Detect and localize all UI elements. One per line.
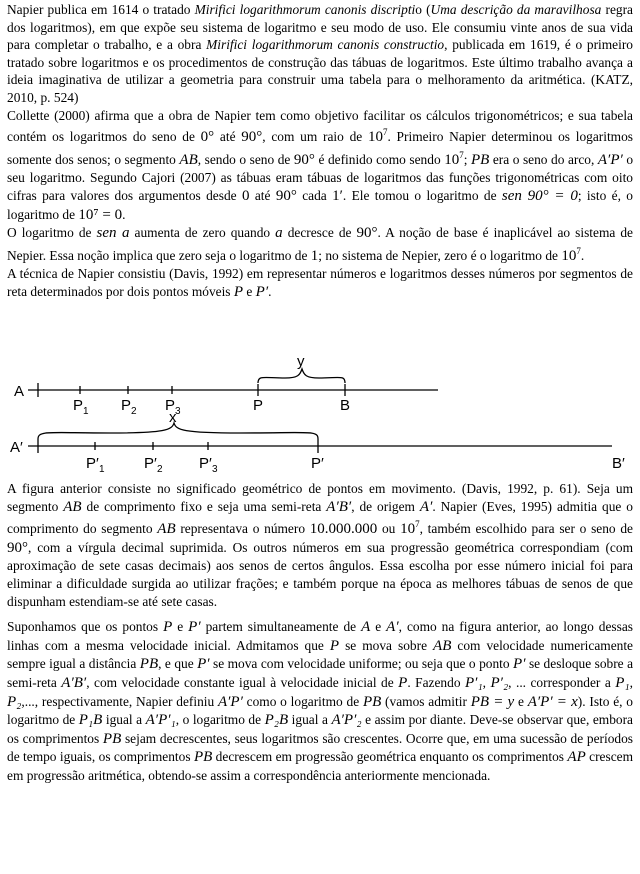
text: , publicada em 1619, é o primeiro tratado sobre logaritmos e os procedimentos de construção das tábuas de logaritmos. Este último trabalho avança a ideia imaginativa de utilizar a geometria para construir uma tabela para o melhoramento da aritmética. (KATZ, 2010, p. 524): [7, 37, 633, 105]
math: A: [361, 619, 371, 636]
text: é definido como sendo: [314, 151, 445, 167]
text: , com um raio de: [262, 129, 368, 145]
text: . A noção de base é inaplicável ao sistema de Nepier. Essa noção implica que zero seja o logaritmo de: [7, 225, 633, 263]
text: . Napier (Eves, 1995) admitia que o comprimento do segmento: [7, 498, 633, 537]
text: aumenta de zero quando: [129, 225, 276, 241]
text: de comprimento fixo e seja uma semi-reta: [81, 498, 327, 514]
math: P: [398, 674, 408, 691]
text: decrescem em progressão geométrica enquanto os comprimentos: [212, 749, 568, 765]
text: decresce de: [282, 225, 357, 241]
text: e assim por diante. Deve-se observar que, embora os comprimentos: [7, 712, 633, 746]
book-title-2: Mirifici logarithmorum canonis constructio: [206, 37, 445, 53]
label-p2: P: [121, 397, 132, 414]
text: representava o número: [175, 521, 310, 537]
text: , de origem: [351, 498, 420, 514]
math: A′B′: [61, 674, 87, 691]
text: , com velocidade constante igual à velocidade inicial de: [86, 674, 399, 690]
paragraph-base: [7, 224, 633, 265]
math: A′P′: [217, 693, 243, 710]
label-b: B: [340, 397, 351, 414]
text: , ... corresponder a: [508, 674, 616, 690]
math: A′P′ = x: [527, 693, 578, 710]
label-pp: P′: [311, 455, 324, 472]
label-p: P: [253, 397, 264, 414]
math: 0: [241, 187, 250, 204]
math: AB: [157, 521, 176, 538]
text: ). Isto é, o logaritmo de: [7, 693, 633, 728]
brace-y: [258, 369, 345, 383]
math-exponent: 7: [382, 127, 388, 138]
label-p1: P: [73, 397, 84, 414]
label-p3p-subscript: 3: [212, 464, 218, 475]
brace-x: [38, 423, 318, 439]
math: 10: [367, 129, 383, 146]
math: P′: [513, 656, 526, 673]
paragraph-davis: [7, 480, 633, 610]
text: sejam decrescentes, seus logaritmos são crescentes. Ocorre que, em uma sucessão de períodos de tempo iguais, os comprimentos: [7, 730, 633, 765]
text: ;: [463, 151, 471, 167]
label-p3-subscript: 3: [175, 406, 181, 417]
math: A′P′: [597, 151, 623, 168]
label-p2-subscript: 2: [131, 406, 137, 417]
book-title-translation: Uma descrição da maravilhosa: [430, 2, 602, 17]
math: 90°: [293, 151, 315, 168]
text: partem simultaneamente de: [200, 619, 362, 635]
label-x: x: [169, 409, 177, 426]
math: AB: [433, 637, 452, 654]
text: ou: [377, 521, 401, 537]
text: e: [514, 693, 528, 709]
math-exponent: 7: [459, 149, 464, 160]
text: , o logaritmo de: [175, 712, 265, 728]
math: P′: [188, 619, 201, 636]
math: PB: [102, 730, 122, 747]
math: 10.000.000: [309, 521, 378, 538]
math: P: [329, 637, 340, 654]
paragraph-collette: [7, 107, 633, 225]
math: A′: [386, 619, 399, 636]
text: . Ele tomou o logaritmo de: [342, 187, 502, 203]
book-title: Mirifici logarithmorum canonis discripti: [194, 2, 416, 17]
text: , sendo o seno de: [197, 151, 294, 167]
math: P₂B: [264, 712, 289, 729]
text: .: [580, 247, 585, 263]
math: PB: [139, 656, 159, 673]
math: A′P′₂: [331, 712, 362, 729]
math: A′B′: [326, 498, 352, 515]
text: ; isto é, o logaritmo de: [7, 187, 633, 222]
text: , e que: [158, 656, 198, 672]
math: P₁B: [78, 712, 103, 729]
math: 10: [561, 247, 577, 264]
text: , como na figura anterior, ao longo dessas linhas com a mesma velocidade inicial. Admitamos que: [7, 619, 633, 653]
math: 90°: [241, 129, 263, 146]
math: 90°: [7, 539, 28, 556]
math-exponent: 7: [415, 519, 420, 530]
text: .: [268, 283, 272, 299]
math: P′: [197, 656, 210, 673]
math: A′P′₁: [145, 712, 176, 729]
math: PB: [470, 151, 490, 168]
text: e: [243, 283, 256, 299]
math: 90°: [275, 187, 297, 204]
text: igual a: [288, 712, 332, 728]
paragraph-tecnica: [7, 265, 633, 301]
text: e: [172, 619, 189, 635]
math: sen a: [96, 225, 130, 242]
math: 0°: [200, 129, 215, 146]
text: com velocidade numericamente sempre igual a distância: [7, 637, 633, 672]
label-p3p: P′: [199, 455, 212, 472]
math: P: [163, 619, 173, 636]
math: AB: [179, 151, 198, 168]
text: . Fazendo: [407, 674, 465, 690]
paragraph-suponhamos: Suponhamos que os pontos P e P′ partem simultaneamente de A e A′, como na figura anterior, ao longo dessas linhas com a mesma velocidade inicial. Admitamos que P se mova sobre AB com velocidade numericamente sempre igual a distância PB, e que P′ se mova com velocidade uniforme; ou seja que o ponto P′ se desloque sobre a semi-reta A′B′, com velocidade constante igual à velocidade inicial de P. Fazendo P′₁, P′₂, ... corresponder a P₁, P₂,..., respectivamente, Napier definiu A′P′ como o logaritmo de PB (vamos admitir PB = y e A′P′ = x). Isto é, o logaritmo de P₁B igual a A′P′₁, o logaritmo de P₂B igual a A′P′₂ e assim por diante. Deve-se observar que, embora os comprimentos PB sejam decrescentes, seus logaritmos são crescentes. Ocorre que, em uma sucessão de períodos de tempo iguais, os comprimentos PB decrescem em progressão geométrica enquanto os comprimentos AP crescem em progressão aritmética, obtendo-se assim a correspondência anteriormente mencionada.: [7, 619, 634, 783]
text: cada: [296, 187, 333, 203]
text: Napier publica em 1614 o tratado: [7, 2, 195, 17]
label-p2p-subscript: 2: [157, 464, 163, 475]
text: . Primeiro Napier determinou os logaritmos somente dos senos; o segmento: [7, 129, 634, 167]
moving-points-figure: [0, 350, 640, 480]
label-p3: P: [165, 397, 176, 414]
label-ap: A′: [10, 439, 23, 456]
text: e: [370, 619, 387, 635]
text-block-top: [7, 1, 633, 302]
text: (vamos admitir: [381, 693, 471, 709]
text: A técnica de Napier consistiu (Davis, 1992) em representar números e logaritmos desses números por segmentos de reta determinados por dois pontos móveis: [7, 266, 633, 299]
math: P₁: [615, 674, 630, 691]
math: PB: [193, 749, 213, 766]
text-block-bottom: [7, 480, 633, 785]
math: 1: [310, 247, 319, 264]
text: se mova com velocidade uniforme; ou seja que o ponto: [209, 656, 514, 672]
text: era o seno do arco,: [489, 151, 598, 167]
label-p1p: P′: [86, 455, 99, 472]
math: 1′: [332, 187, 343, 204]
math: 10: [444, 151, 460, 168]
math: P₂: [7, 693, 22, 710]
label-p1-subscript: 1: [83, 406, 89, 417]
label-bp: B′: [612, 455, 625, 472]
text: igual a: [102, 712, 146, 728]
math: PB = y: [470, 693, 515, 710]
text: , também escolhido para ser o seno de: [419, 521, 633, 537]
text: Collette (2000) afirma que a obra de Napier tem como objetivo facilitar os cálculos trigonométricos; e sua tabela contém os logaritmos do seno de: [7, 107, 633, 145]
math-exponent: 7: [576, 245, 581, 256]
math: AP: [567, 749, 586, 766]
text: se mova sobre: [339, 637, 434, 653]
text: o (: [415, 2, 431, 17]
math: 10: [400, 521, 416, 538]
text: ; no sistema de Nepier, zero é o logaritmo de: [318, 247, 562, 263]
math: 90°: [356, 225, 378, 242]
text: como o logaritmo de: [242, 693, 363, 709]
label-y: y: [297, 353, 305, 370]
text: regra dos logaritmos), em que expõe seu sistema de logaritmo e seu modo de uso. Ele consumiu vinte anos de sua vida para completar o trabalho, e a obra: [7, 2, 633, 53]
math: P: [233, 283, 244, 300]
label-p2p: P′: [144, 455, 157, 472]
math: A′: [419, 498, 433, 515]
math: sen 90° = 0: [501, 187, 578, 204]
text: O logaritmo de: [7, 225, 97, 241]
math: AB: [63, 498, 82, 515]
text: ,..., respectivamente, Napier definiu: [21, 693, 218, 709]
math: P′: [255, 283, 269, 300]
text: crescem em progressão aritmética, obtendo-se assim a correspondência anteriormente mencionada.: [7, 749, 633, 783]
text: se desloque sobre a semi-reta: [7, 656, 634, 690]
label-p1p-subscript: 1: [99, 464, 105, 475]
math: P′₁: [465, 674, 483, 691]
math: PB: [362, 693, 382, 710]
math: 10⁷ = 0: [78, 206, 123, 223]
text: Suponhamos que os pontos: [7, 619, 164, 635]
math: P′₂: [490, 674, 509, 691]
text: , com a vírgula decimal suprimida. Os outros números em sua progressão geométrica correspondiam (com aproximação de sete casas decimais) aos senos de certos ângulos. Essa escolha por esse número inicial foi para eliminar a dificuldade surgida ao utilizar frações; e também porque na época as melhores tábuas de senos de que dispunham estendiam-se até sete casas.: [7, 539, 633, 609]
label-a: A: [14, 383, 25, 400]
text: .: [122, 206, 126, 222]
text: A figura anterior consiste no significado geométrico de pontos em movimento. (Davis, 1992, p. 61). Seja um segmento: [7, 481, 633, 514]
paragraph-katz-quote: [7, 1, 633, 107]
text: o seu logaritmo. Segundo Cajori (2007) as tábuas eram tábuas de logaritmos das funções trigonométricas com oito cifras para valores dos argumentos desde: [7, 151, 634, 203]
math: a: [275, 225, 283, 242]
text: até: [249, 187, 276, 203]
text: até: [214, 129, 242, 145]
